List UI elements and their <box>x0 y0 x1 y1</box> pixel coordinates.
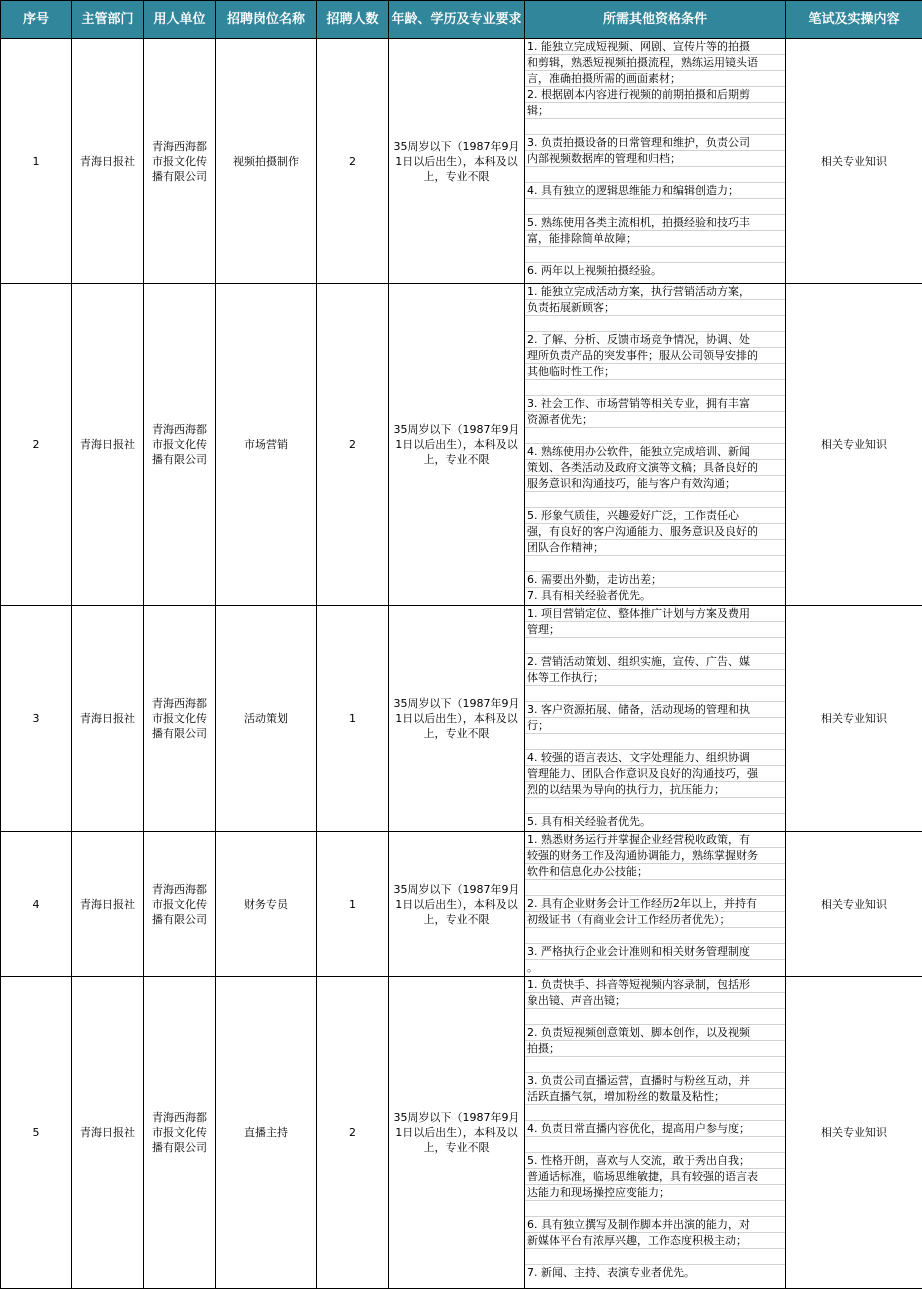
requirement-line: 5. 具有相关经验者优先。 <box>525 814 785 830</box>
requirement-line: 6. 两年以上视频拍摄经验。 <box>525 263 785 279</box>
requirement-line: 初级证书（有商业会计工作经历者优先）； <box>525 912 785 928</box>
requirement-line <box>525 1137 785 1153</box>
table-row <box>1 977 922 1289</box>
requirement-line: 4. 熟练使用办公软件，能独立完成培训、新闻 <box>525 444 785 460</box>
requirement-line: 其他临时性工作； <box>525 364 785 380</box>
requirement-line: 1. 能独立完成短视频、网剧、宣传片等的拍摄 <box>525 39 785 55</box>
row-exam: 相关专业知识 <box>786 606 922 832</box>
row-unit: 青海西海都市报文化传播有限公司 <box>144 832 216 977</box>
requirement-line: 3. 负责拍摄设备的日常管理和维护，负责公司 <box>525 135 785 151</box>
requirement-line: 2. 负责短视频创意策划、脚本创作，以及视频 <box>525 1025 785 1041</box>
requirement-line: 3. 社会工作、市场营销等相关专业，拥有丰富 <box>525 396 785 412</box>
requirement-line: 策划、各类活动及政府文演等文稿；具备良好的 <box>525 460 785 476</box>
row-age: 35周岁以下（1987年9月1日以后出生），本科及以上，专业不限 <box>389 832 525 977</box>
requirement-line: 5. 形象气质佳，兴趣爱好广泛，工作责任心 <box>525 508 785 524</box>
requirement-line <box>525 492 785 508</box>
requirement-line: 2. 根据剧本内容进行视频的前期拍摄和后期剪 <box>525 87 785 103</box>
requirement-line: 理所负责产品的突发事件；服从公司领导安排的 <box>525 348 785 364</box>
requirement-line <box>525 556 785 572</box>
requirement-line: 3. 客户资源拓展、储备，活动现场的管理和执 <box>525 702 785 718</box>
row-exam: 相关专业知识 <box>786 284 922 606</box>
table-row <box>1 832 922 977</box>
table-row <box>1 39 922 284</box>
requirement-line: 软件和信息化办公技能； <box>525 864 785 880</box>
row-exam: 相关专业知识 <box>786 39 922 284</box>
requirement-line <box>525 167 785 183</box>
requirement-line: 富，能排除简单故障； <box>525 231 785 247</box>
requirement-line <box>525 1105 785 1121</box>
requirement-line: 4. 较强的语言表达、文字处理能力、组织协调 <box>525 750 785 766</box>
row-count: 2 <box>317 39 389 284</box>
header-requirements: 所需其他资格条件 <box>525 1 786 39</box>
row-unit: 青海西海都市报文化传播有限公司 <box>144 39 216 284</box>
row-dept: 青海日报社 <box>72 39 144 284</box>
row-dept: 青海日报社 <box>72 606 144 832</box>
requirement-line: 资源者优先； <box>525 412 785 428</box>
requirement-line: 新媒体平台有浓厚兴趣，工作态度积极主动； <box>525 1233 785 1249</box>
requirement-line: 2. 了解、分析、反馈市场竞争情况，协调、处 <box>525 332 785 348</box>
requirement-line: 管理； <box>525 622 785 638</box>
requirement-line <box>525 928 785 944</box>
requirement-line <box>525 880 785 896</box>
requirement-line: 辑； <box>525 103 785 119</box>
row-position: 市场营销 <box>216 284 317 606</box>
header-index: 序号 <box>1 1 72 39</box>
requirement-line: 团队合作精神； <box>525 540 785 556</box>
row-requirements <box>525 832 786 977</box>
row-requirements <box>525 39 786 284</box>
row-index: 2 <box>1 284 72 606</box>
requirement-line <box>525 1249 785 1265</box>
requirement-line: 1. 负责快手、抖音等短视频内容录制，包括形 <box>525 977 785 993</box>
requirement-line: 6. 具有独立撰写及制作脚本并出演的能力，对 <box>525 1217 785 1233</box>
row-exam: 相关专业知识 <box>786 832 922 977</box>
row-position: 财务专员 <box>216 832 317 977</box>
requirement-line: 内部视频数据库的管理和归档； <box>525 151 785 167</box>
row-position: 活动策划 <box>216 606 317 832</box>
requirement-line <box>525 1057 785 1073</box>
requirement-line <box>525 380 785 396</box>
requirement-line: 强，有良好的客户沟通能力、服务意识及良好的 <box>525 524 785 540</box>
requirement-line <box>525 316 785 332</box>
header-row <box>1 1 922 39</box>
requirement-line: 5. 熟练使用各类主流相机，拍摄经验和技巧丰 <box>525 215 785 231</box>
requirement-line: 6. 需要出外勤，走访出差； <box>525 572 785 588</box>
header-exam: 笔试及实操内容 <box>786 1 922 39</box>
row-age: 35周岁以下（1987年9月1日以后出生），本科及以上，专业不限 <box>389 606 525 832</box>
requirement-line: 7. 具有相关经验者优先。 <box>525 588 785 604</box>
row-count: 1 <box>317 606 389 832</box>
requirement-line <box>525 1009 785 1025</box>
requirement-line: 体等工作执行； <box>525 670 785 686</box>
row-requirements <box>525 284 786 606</box>
requirement-line: 拍摄； <box>525 1041 785 1057</box>
requirement-line: 1. 能独立完成活动方案，执行营销活动方案， <box>525 284 785 300</box>
header-dept: 主管部门 <box>72 1 144 39</box>
row-unit: 青海西海都市报文化传播有限公司 <box>144 606 216 832</box>
requirement-line <box>525 428 785 444</box>
row-requirements <box>525 977 786 1289</box>
requirement-line: 服务意识和沟通技巧，能与客户有效沟通； <box>525 476 785 492</box>
requirement-line: 负责拓展新顾客； <box>525 300 785 316</box>
requirement-line <box>525 247 785 263</box>
header-unit: 用人单位 <box>144 1 216 39</box>
requirement-line: 4. 负责日常直播内容优化，提高用户参与度； <box>525 1121 785 1137</box>
table-row <box>1 284 922 606</box>
requirement-line <box>525 1201 785 1217</box>
requirement-line: 7. 新闻、主持、表演专业者优先。 <box>525 1265 785 1281</box>
row-position: 视频拍摄制作 <box>216 39 317 284</box>
requirement-line: 3. 严格执行企业会计准则和相关财务管理制度 <box>525 944 785 960</box>
requirement-line: 行； <box>525 718 785 734</box>
requirement-line: 言，准确拍摄所需的画面素材； <box>525 71 785 87</box>
requirement-line: 达能力和现场操控应变能力； <box>525 1185 785 1201</box>
row-count: 1 <box>317 832 389 977</box>
row-age: 35周岁以下（1987年9月1日以后出生），本科及以上，专业不限 <box>389 284 525 606</box>
requirement-line: 和剪辑，熟悉短视频拍摄流程，熟练运用镜头语 <box>525 55 785 71</box>
row-dept: 青海日报社 <box>72 977 144 1289</box>
header-count: 招聘人数 <box>317 1 389 39</box>
requirement-line <box>525 798 785 814</box>
table-row <box>1 606 922 832</box>
requirement-line: 1. 项目营销定位、整体推广计划与方案及费用 <box>525 606 785 622</box>
row-unit: 青海西海都市报文化传播有限公司 <box>144 284 216 606</box>
row-age: 35周岁以下（1987年9月1日以后出生），本科及以上，专业不限 <box>389 39 525 284</box>
requirement-line <box>525 119 785 135</box>
row-dept: 青海日报社 <box>72 284 144 606</box>
header-position: 招聘岗位名称 <box>216 1 317 39</box>
requirement-line: 1. 熟悉财务运行并掌握企业经营税收政策，有 <box>525 832 785 848</box>
header-age: 年龄、学历及专业要求 <box>389 1 525 39</box>
requirement-line: 4. 具有独立的逻辑思维能力和编辑创造力； <box>525 183 785 199</box>
row-count: 2 <box>317 284 389 606</box>
row-unit: 青海西海都市报文化传播有限公司 <box>144 977 216 1289</box>
requirement-line: 2. 营销活动策划、组织实施，宣传、广告、媒 <box>525 654 785 670</box>
row-index: 4 <box>1 832 72 977</box>
requirement-line: 象出镜、声音出镜； <box>525 993 785 1009</box>
requirement-line: 烈的以结果为导向的执行力，抗压能力； <box>525 782 785 798</box>
requirement-line: 2. 具有企业财务会计工作经历2年以上，并持有 <box>525 896 785 912</box>
requirement-line: 活跃直播气氛，增加粉丝的数量及粘性； <box>525 1089 785 1105</box>
row-index: 3 <box>1 606 72 832</box>
requirement-line: 。 <box>525 960 785 976</box>
requirement-line: 管理能力、团队合作意识及良好的沟通技巧，强 <box>525 766 785 782</box>
row-requirements <box>525 606 786 832</box>
row-index: 1 <box>1 39 72 284</box>
requirement-line <box>525 686 785 702</box>
requirement-line <box>525 638 785 654</box>
requirement-line: 普通话标准，临场思维敏捷，具有较强的语言表 <box>525 1169 785 1185</box>
row-age: 35周岁以下（1987年9月1日以后出生），本科及以上，专业不限 <box>389 977 525 1289</box>
requirement-line: 较强的财务工作及沟通协调能力，熟练掌握财务 <box>525 848 785 864</box>
row-exam: 相关专业知识 <box>786 977 922 1289</box>
requirement-line: 5. 性格开朗，喜欢与人交流，敢于秀出自我； <box>525 1153 785 1169</box>
requirement-line <box>525 734 785 750</box>
requirement-line <box>525 199 785 215</box>
row-count: 2 <box>317 977 389 1289</box>
row-position: 直播主持 <box>216 977 317 1289</box>
row-dept: 青海日报社 <box>72 832 144 977</box>
row-index: 5 <box>1 977 72 1289</box>
requirement-line: 3. 负责公司直播运营，直播时与粉丝互动，并 <box>525 1073 785 1089</box>
